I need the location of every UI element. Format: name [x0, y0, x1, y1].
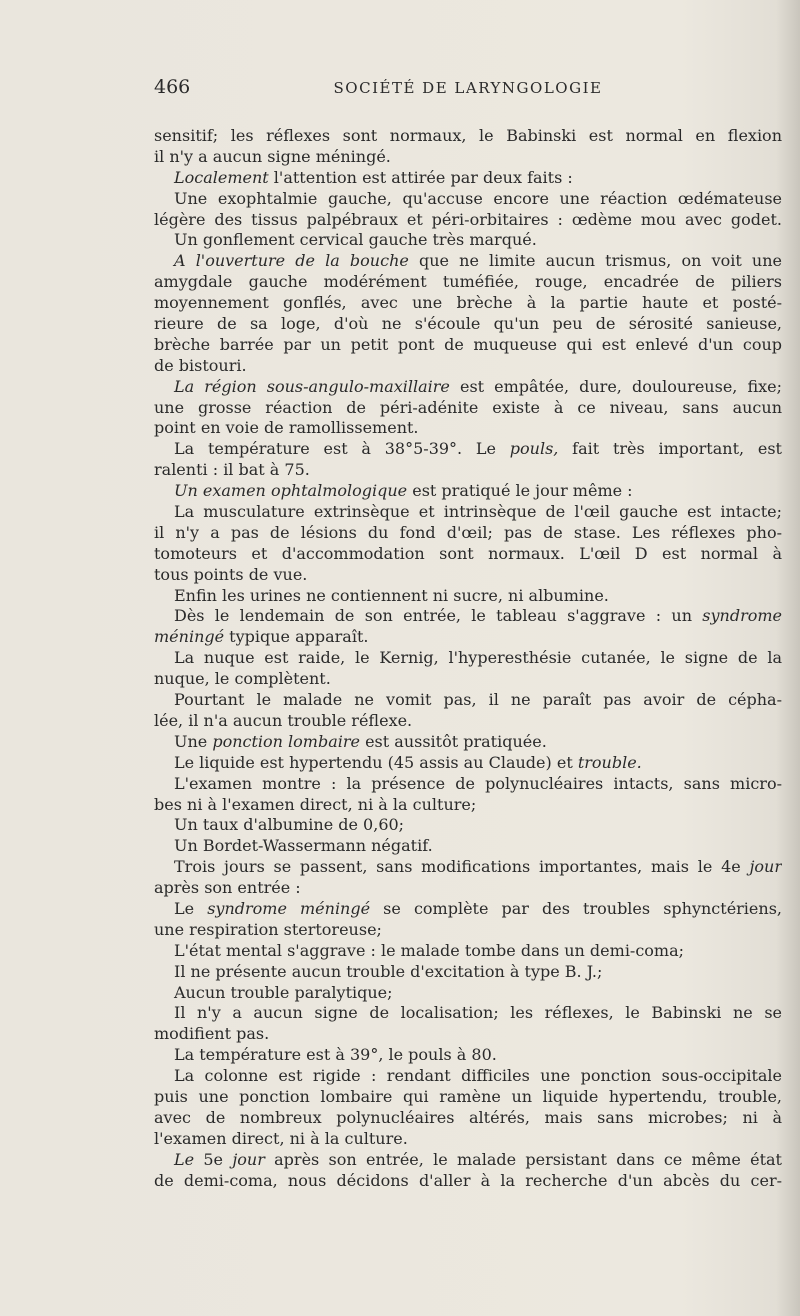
text-segment: sensitif; les réflexes sont normaux, le Babinski est normal en flexion [154, 126, 782, 145]
text-segment: l'attention est attirée par deux faits : [268, 167, 573, 187]
text-line [154, 941, 782, 962]
text-line [154, 983, 782, 1004]
italic-text: syndrome méningé [207, 898, 371, 918]
text-line [154, 481, 782, 502]
text-segment: Il n'y a aucun signe de localisation; les réflexes, le Babinski ne se [174, 1003, 782, 1023]
text-segment: une grosse réaction de péri-adénite existe à ce niveau, sans aucun [154, 397, 782, 417]
text-line [154, 669, 782, 690]
text-segment: rieure de sa loge, d'où ne s'écoule qu'un peu de sérosité sanieuse, [154, 314, 782, 334]
text-line [154, 251, 782, 272]
text-segment: modifient pas. [154, 1024, 270, 1044]
text-line [154, 1108, 782, 1129]
text-segment: Pourtant le malade ne vomit pas, il ne paraît pas avoir de cépha- [174, 690, 782, 710]
text-segment: La nuque est raide, le Kernig, l'hyperesthésie cutanée, le signe de la [174, 648, 782, 668]
italic-text: Un examen ophtalmologique [174, 481, 408, 501]
text-line [154, 293, 782, 314]
text-line [154, 314, 782, 335]
text-segment: L'examen montre : la présence de polynucléaires intacts, sans micro- [174, 773, 782, 793]
text-segment: La température est à 38°5-39°. Le [174, 439, 510, 459]
text-segment: L'état mental s'aggrave : le malade tombe dans un demi-coma; [174, 940, 685, 960]
text-line [154, 815, 782, 836]
text-segment: Une exophtalmie gauche, qu'accuse encore une réaction œdémateuse [174, 188, 782, 208]
text-line [154, 565, 782, 586]
text-line [154, 147, 782, 168]
text-line [154, 586, 782, 607]
italic-text: La région sous-angulo-maxillaire [174, 376, 450, 396]
text-segment: Un gonflement cervical gauche très marqué. [174, 230, 537, 250]
text-line [154, 398, 782, 419]
text-line [154, 1129, 782, 1150]
text-segment: tous points de vue. [154, 564, 308, 584]
text-segment: typique apparaît. [224, 627, 369, 647]
text-line [154, 732, 782, 753]
text-line [154, 857, 782, 878]
italic-text: jour [749, 857, 782, 877]
text-segment: amygdale gauche modérément tuméfiée, rouge, encadrée de piliers [154, 272, 782, 292]
text-line [154, 356, 782, 377]
text-line [154, 544, 782, 565]
text-line [154, 1171, 782, 1192]
text-segment: Enfin les urines ne contiennent ni sucre, ni albumine. [174, 585, 609, 605]
text-line [154, 210, 782, 231]
italic-text: ponction lombaire [212, 731, 360, 751]
text-line [154, 418, 782, 439]
text-segment: Un taux d'albumine de 0,60; [174, 815, 405, 835]
text-line [154, 962, 782, 983]
italic-text: trouble. [577, 752, 642, 772]
text-line [154, 899, 782, 920]
text-segment: bes ni à l'examen direct, ni à la culture; [154, 794, 477, 814]
text-line [154, 1087, 782, 1108]
italic-text: méningé [154, 627, 225, 647]
body-text [154, 126, 782, 1191]
text-line [154, 335, 782, 356]
text-line [154, 711, 782, 732]
italic-text: pouls, [509, 439, 559, 459]
text-segment: de demi-coma, nous décidons d'aller à la recherche d'un abcès du cer- [154, 1170, 782, 1190]
text-segment: légère des tissus palpébraux et péri-orbitaires : œdème mou avec godet. [154, 209, 782, 229]
text-segment: Aucun trouble paralytique; [174, 982, 393, 1002]
text-segment: est pratiqué le jour même : [407, 481, 633, 501]
text-line [154, 230, 782, 251]
text-segment: est empâtée, dure, douloureuse, fixe; [449, 376, 782, 396]
italic-text: A l'ouverture de la bouche [174, 251, 409, 271]
text-segment: ralenti : il bat à 75. [154, 460, 310, 480]
text-segment: La température est à 39°, le pouls à 80. [174, 1045, 497, 1065]
text-line [154, 1045, 782, 1066]
text-segment: se complète par des troubles sphynctériens, [370, 898, 782, 918]
text-segment: il n'y a pas de lésions du fond d'œil; pas de stase. Les réflexes pho- [154, 522, 782, 542]
italic-text: Localement [174, 167, 269, 187]
italic-text: syndrome [702, 606, 782, 626]
text-line [154, 439, 782, 460]
text-line [154, 523, 782, 544]
text-segment: après son entrée : [154, 878, 301, 898]
text-line [154, 1066, 782, 1087]
page-number: 466 [154, 76, 191, 98]
text-segment: Le [174, 898, 208, 918]
text-segment: fait très important, est [558, 439, 782, 459]
text-line [154, 774, 782, 795]
text-segment: tomoteurs et d'accommodation sont normaux. L'œil D est normal à [154, 543, 782, 563]
text-segment: est aussitôt pratiquée. [360, 731, 547, 751]
text-line [154, 1024, 782, 1045]
italic-text: Le [174, 1149, 195, 1169]
text-line [154, 648, 782, 669]
text-line [154, 690, 782, 711]
text-line [154, 377, 782, 398]
text-line [154, 753, 782, 774]
text-segment: nuque, le complètent. [154, 669, 331, 689]
text-segment: de bistouri. [154, 355, 247, 375]
text-line [154, 1003, 782, 1024]
page-header [154, 76, 782, 106]
text-line [154, 272, 782, 293]
text-segment: Trois jours se passent, sans modifications importantes, mais le 4e [174, 857, 750, 877]
text-segment: Une [174, 731, 213, 751]
text-line [154, 460, 782, 481]
running-title: SOCIÉTÉ DE LARYNGOLOGIE [333, 79, 603, 97]
text-line [154, 168, 782, 189]
text-segment: La musculature extrinsèque et intrinsèque de l'œil gauche est intacte; [174, 502, 782, 522]
text-segment: lée, il n'a aucun trouble réflexe. [154, 710, 413, 730]
text-line [154, 878, 782, 899]
text-segment: il n'y a aucun signe méningé. [154, 146, 391, 166]
text-segment: Le liquide est hypertendu (45 assis au Claude) et [174, 752, 578, 772]
text-segment: après son entrée, le malade persistant dans ce même état [264, 1149, 782, 1169]
text-line [154, 795, 782, 816]
text-segment: Dès le lendemain de son entrée, le tableau s'aggrave : un [174, 606, 703, 626]
text-segment: une respiration stertoreuse; [154, 919, 382, 939]
text-line [154, 126, 782, 147]
text-segment: avec de nombreux polynucléaires altérés, mais sans microbes; ni à [154, 1107, 782, 1127]
text-line [154, 920, 782, 941]
text-segment: brèche barrée par un petit pont de muqueuse qui est enlevé d'un coup [154, 334, 782, 354]
text-line [154, 606, 782, 627]
italic-text: jour [232, 1149, 265, 1169]
text-line [154, 189, 782, 210]
text-segment: point en voie de ramollissement. [154, 418, 419, 438]
text-segment: l'examen direct, ni à la culture. [154, 1128, 408, 1148]
text-line [154, 502, 782, 523]
text-segment: que ne limite aucun trismus, on voit une [408, 251, 782, 271]
text-line [154, 836, 782, 857]
text-line [154, 627, 782, 648]
text-line [154, 1150, 782, 1171]
text-segment: La colonne est rigide : rendant difficiles une ponction sous-occipitale [174, 1066, 782, 1086]
text-segment: Un Bordet-Wassermann négatif. [174, 836, 433, 856]
text-segment: puis une ponction lombaire qui ramène un liquide hypertendu, trouble, [154, 1086, 782, 1106]
text-segment: Il ne présente aucun trouble d'excitation à type B. J.; [174, 961, 603, 981]
text-segment: moyennement gonflés, avec une brèche à la partie haute et posté- [154, 293, 782, 313]
text-segment: 5e [194, 1149, 233, 1169]
